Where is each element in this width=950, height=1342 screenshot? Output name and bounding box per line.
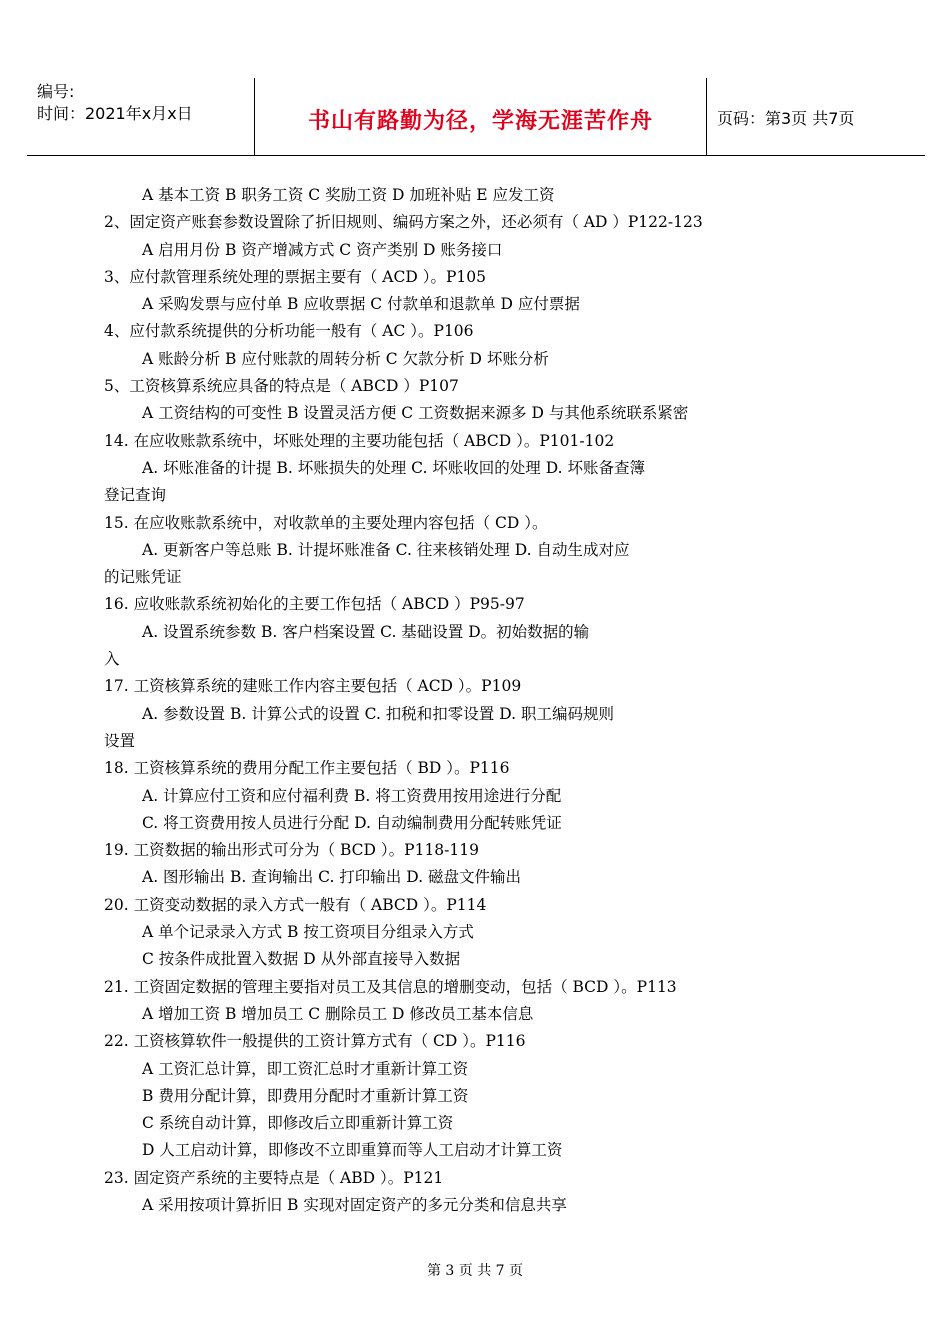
text-line: A 基本工资 B 职务工资 C 奖励工资 D 加班补贴 E 应发工资 bbox=[142, 186, 555, 204]
text-line: 17. 工资核算系统的建账工作内容主要包括（ ACD ）。P109 bbox=[104, 677, 522, 696]
text-line: A 工资结构的可变性 B 设置灵活方便 C 工资数据来源多 D 与其他系统联系紧密 bbox=[142, 404, 689, 423]
text-line: 20. 工资变动数据的录入方式一般有（ ABCD ）。P114 bbox=[104, 895, 487, 914]
text-line: A 账龄分析 B 应付账款的周转分析 C 欠款分析 D 坏账分析 bbox=[142, 349, 549, 368]
text-line: A 启用月份 B 资产增减方式 C 资产类别 D 账务接口 bbox=[142, 240, 503, 259]
text-line: A. 更新客户等总账 B. 计提坏账准备 C. 往来核销处理 D. 自动生成对应 bbox=[142, 540, 630, 559]
text-line: 22. 工资核算软件一般提供的工资计算方式有（ CD ）。P116 bbox=[104, 1032, 526, 1051]
text-line: 15. 在应收账款系统中，对收款单的主要处理内容包括（ CD ）。 bbox=[104, 513, 548, 532]
text-line: A. 计算应付工资和应付福利费 B. 将工资费用按用途进行分配 bbox=[142, 786, 562, 805]
text-line: 18. 工资核算系统的费用分配工作主要包括（ BD ）。P116 bbox=[104, 759, 510, 778]
text-line: B 费用分配计算，即费用分配时才重新计算工资 bbox=[142, 1086, 469, 1105]
text-line: 入 bbox=[104, 650, 120, 669]
text-line: 21. 工资固定数据的管理主要指对员工及其信息的增删变动，包括（ BCD ）。P113 bbox=[104, 977, 677, 996]
text-line: C. 将工资费用按人员进行分配 D. 自动编制费用分配转账凭证 bbox=[142, 813, 562, 832]
text-line: 16. 应收账款系统初始化的主要工作包括（ ABCD ）P95-97 bbox=[104, 595, 525, 614]
text-line: A 单个记录录入方式 B 按工资项目分组录入方式 bbox=[142, 923, 474, 942]
text-line: 登记查询 bbox=[104, 486, 167, 505]
text-line: 14. 在应收账款系统中，坏账处理的主要功能包括（ ABCD ）。P101-102 bbox=[104, 431, 615, 450]
text-line: 3、应付款管理系统处理的票据主要有（ ACD ）。P105 bbox=[104, 267, 486, 286]
text-line: 5、工资核算系统应具备的特点是（ ABCD ）P107 bbox=[104, 377, 459, 396]
text-line: C 按条件成批置入数据 D 从外部直接导入数据 bbox=[142, 950, 461, 969]
text-line: 19. 工资数据的输出形式可分为（ BCD ）。P118-119 bbox=[104, 841, 479, 860]
text-line: A. 设置系统参数 B. 客户档案设置 C. 基础设置 D。初始数据的输 bbox=[142, 622, 590, 641]
text-line: C 系统自动计算，即修改后立即重新计算工资 bbox=[142, 1114, 454, 1133]
text-line: A. 坏账准备的计提 B. 坏账损失的处理 C. 坏账收回的处理 D. 坏账备查簿 bbox=[142, 458, 645, 477]
text-line: 设置 bbox=[104, 731, 136, 750]
header-info-cell bbox=[27, 78, 255, 155]
page-footer: 第 3 页 共 7 页 bbox=[426, 1263, 524, 1279]
text-line: 4、应付款系统提供的分析功能一般有（ AC ）。P106 bbox=[104, 322, 474, 341]
motto: 书山有路勤为径，学海无涯苦作舟 bbox=[307, 109, 653, 134]
header-page-cell bbox=[707, 78, 925, 155]
time-label: 时间：2021年x月x日 bbox=[37, 104, 193, 123]
text-line: A. 图形输出 B. 查询输出 C. 打印输出 D. 磁盘文件输出 bbox=[142, 868, 521, 887]
page-header bbox=[27, 78, 925, 156]
text-line: A. 参数设置 B. 计算公式的设置 C. 扣税和扣零设置 D. 职工编码规则 bbox=[142, 704, 614, 723]
page-info: 页码：第3页 共7页 bbox=[717, 109, 855, 128]
text-line: A 工资汇总计算，即工资汇总时才重新计算工资 bbox=[142, 1059, 469, 1078]
text-line: 2、固定资产账套参数设置除了折旧规则、编码方案之外，还必须有（ AD ）P122-123 bbox=[104, 213, 703, 232]
text-line: A 采用按项计算折旧 B 实现对固定资产的多元分类和信息共享 bbox=[142, 1195, 567, 1214]
text-line: 的记账凭证 bbox=[104, 568, 182, 587]
text-line: D 人工启动计算，即修改不立即重算而等人工启动才计算工资 bbox=[142, 1141, 563, 1160]
serial-label: 编号: bbox=[37, 82, 75, 101]
question-content bbox=[104, 182, 864, 1219]
text-line: A 采购发票与应付单 B 应收票据 C 付款单和退款单 D 应付票据 bbox=[142, 295, 580, 314]
header-motto-cell bbox=[255, 78, 707, 155]
text-line: 23. 固定资产系统的主要特点是（ ABD ）。P121 bbox=[104, 1168, 444, 1187]
text-line: A 增加工资 B 增加员工 C 删除员工 D 修改员工基本信息 bbox=[142, 1004, 534, 1023]
